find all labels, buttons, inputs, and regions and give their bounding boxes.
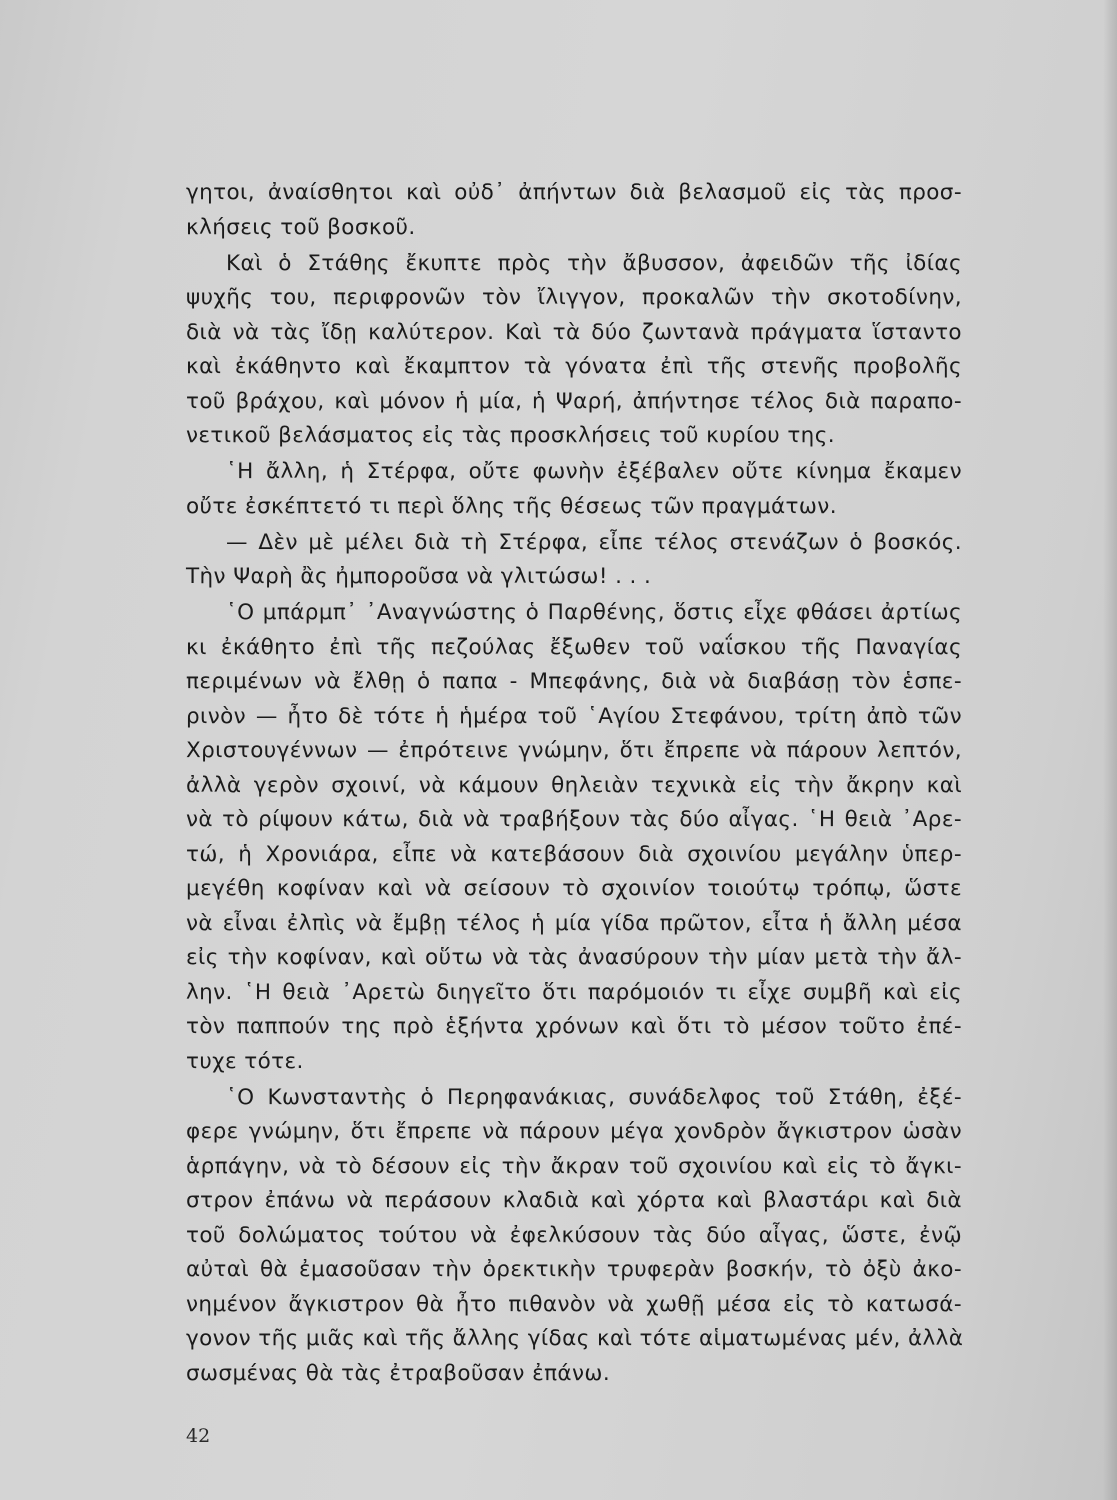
text-line: κι ἐκάθητο ἐπὶ τῆς πεζούλας ἔξωθεν τοῦ ναΐσκου τῆς Παναγίας bbox=[186, 634, 962, 660]
text-line: φερε γνώμην, ὅτι ἔπρεπε νὰ πάρουν μέγα χονδρὸν ἄγκιστρον ὡσὰν bbox=[186, 1119, 962, 1144]
paragraph bbox=[186, 526, 962, 595]
text-line: νὰ εἶναι ἐλπὶς νὰ ἔμβῃ τέλος ἡ μία γίδα πρῶτον, εἶτα ἡ ἄλλη μέσα bbox=[186, 910, 962, 936]
paragraph bbox=[186, 596, 962, 1079]
text-line: τοῦ δολώματος τούτου νὰ ἐφελκύσουν τὰς δύο αἶγας, ὥστε, ἐνῷ bbox=[186, 1222, 962, 1248]
text-line: καὶ ἐκάθηντο καὶ ἔκαμπτον τὰ γόνατα ἐπὶ τῆς στενῆς προβολῆς bbox=[186, 354, 962, 379]
text-line: κλήσεις τοῦ βοσκοῦ. bbox=[186, 214, 416, 240]
text-line: σωσμένας θὰ τὰς ἐτραβοῦσαν ἐπάνω. bbox=[186, 1360, 611, 1386]
text-line: γονον τῆς μιᾶς καὶ τῆς ἄλλης γίδας καὶ τότε αἱματωμένας μέν, ἀλλὰ bbox=[186, 1326, 964, 1351]
text-line: τυχε τότε. bbox=[186, 1048, 304, 1074]
text-line: τώ, ἡ Χρονιάρα, εἶπε νὰ κατεβάσουν διὰ σχοινίου μεγάλην ὑπερ- bbox=[186, 841, 962, 867]
text-line: ἀλλὰ γερὸν σχοινί, νὰ κάμουν θηλειὰν τεχνικὰ εἰς τὴν ἄκρην καὶ bbox=[186, 772, 962, 798]
text-line: ῾Η ἄλλη, ἡ Στέρφα, οὔτε φωνὴν ἐξέβαλεν οὔτε κίνημα ἔκαμεν bbox=[226, 459, 962, 484]
text-line: τοῦ βράχου, καὶ μόνον ἡ μία, ἡ Ψαρή, ἀπήντησε τέλος διὰ παραπο- bbox=[186, 388, 962, 414]
paragraph bbox=[186, 1081, 962, 1392]
paragraph bbox=[186, 176, 962, 245]
body-text bbox=[186, 176, 962, 1393]
text-line: Καὶ ὁ Στάθης ἔκυπτε πρὸς τὴν ἄβυσσον, ἀφειδῶν τῆς ἰδίας bbox=[226, 250, 962, 276]
text-line: ρινὸν — ἦτο δὲ τότε ἡ ἡμέρα τοῦ ῾Αγίου Στεφάνου, τρίτη ἀπὸ τῶν bbox=[186, 703, 962, 729]
text-line: νετικοῦ βελάσματος εἰς τὰς προσκλήσεις τοῦ κυρίου της. bbox=[186, 423, 835, 448]
text-line: ψυχῆς του, περιφρονῶν τὸν ἴλιγγον, προκαλῶν τὴν σκοτοδίνην, bbox=[186, 285, 962, 310]
text-line: μεγέθη κοφίναν καὶ νὰ σείσουν τὸ σχοινίον τοιούτῳ τρόπῳ, ὥστε bbox=[186, 876, 962, 901]
text-line: ῾Ο μπάρμπ᾽ ᾿Αναγνώστης ὁ Παρθένης, ὅστις εἶχε φθάσει ἀρτίως bbox=[226, 600, 962, 625]
text-line: ἁρπάγην, νὰ τὸ δέσουν εἰς τὴν ἄκραν τοῦ σχοινίου καὶ εἰς τὸ ἄγκι- bbox=[186, 1153, 962, 1179]
text-line: νὰ τὸ ρίψουν κάτω, διὰ νὰ τραβήξουν τὰς δύο αἶγας. ῾Η θειὰ ᾿Αρε- bbox=[186, 807, 962, 832]
page-number: 42 bbox=[186, 1425, 211, 1447]
paragraph bbox=[186, 247, 962, 454]
text-line: διὰ νὰ τὰς ἴδῃ καλύτερον. Καὶ τὰ δύο ζωντανὰ πράγματα ἵσταντο bbox=[186, 319, 962, 345]
text-line: — Δὲν μὲ μέλει διὰ τὴ Στέρφα, εἶπε τέλος στενάζων ὁ βοσκός. bbox=[226, 529, 962, 555]
text-line: νημένον ἄγκιστρον θὰ ἦτο πιθανὸν νὰ χωθῇ μέσα εἰς τὸ κατωσά- bbox=[186, 1291, 962, 1317]
text-line: Τὴν Ψαρὴ ἂς ἠμποροῦσα νὰ γλιτώσω! . . . bbox=[186, 564, 652, 589]
text-line: Χριστουγέννων — ἐπρότεινε γνώμην, ὅτι ἔπρεπε νὰ πάρουν λεπτόν, bbox=[186, 738, 962, 763]
text-line: περιμένων νὰ ἔλθῃ ὁ παπα - Μπεφάνης, διὰ νὰ διαβάσῃ τὸν ἑσπε- bbox=[186, 669, 962, 694]
text-line: τὸν παππούν της πρὸ ἑξήντα χρόνων καὶ ὅτι τὸ μέσον τοῦτο ἐπέ- bbox=[186, 1014, 962, 1039]
paragraph bbox=[186, 455, 962, 524]
text-line: γητοι, ἀναίσθητοι καὶ οὐδ᾽ ἀπήντων διὰ βελασμοῦ εἰς τὰς προσ- bbox=[186, 180, 962, 205]
page-edge-shadow bbox=[1103, 0, 1117, 1500]
text-line: οὔτε ἐσκέπτετό τι περὶ ὅλης τῆς θέσεως τῶν πραγμάτων. bbox=[186, 493, 837, 519]
text-line: λην. ῾Η θειὰ ᾿Αρετὼ διηγεῖτο ὅτι παρόμοιόν τι εἶχε συμβῆ καὶ εἰς bbox=[186, 979, 962, 1005]
text-line: αὐταὶ θὰ ἐμασοῦσαν τὴν ὀρεκτικὴν τρυφερὰν βοσκήν, τὸ ὀξὺ ἀκο- bbox=[186, 1257, 962, 1282]
text-line: στρον ἐπάνω νὰ περάσουν κλαδιὰ καὶ χόρτα καὶ βλαστάρι καὶ διὰ bbox=[186, 1188, 962, 1213]
text-line: ῾Ο Κωνσταντὴς ὁ Περηφανάκιας, συνάδελφος τοῦ Στάθη, ἐξέ- bbox=[226, 1084, 962, 1110]
text-line: εἰς τὴν κοφίναν, καὶ οὕτω νὰ τὰς ἀνασύρουν τὴν μίαν μετὰ τὴν ἄλ- bbox=[186, 945, 962, 970]
